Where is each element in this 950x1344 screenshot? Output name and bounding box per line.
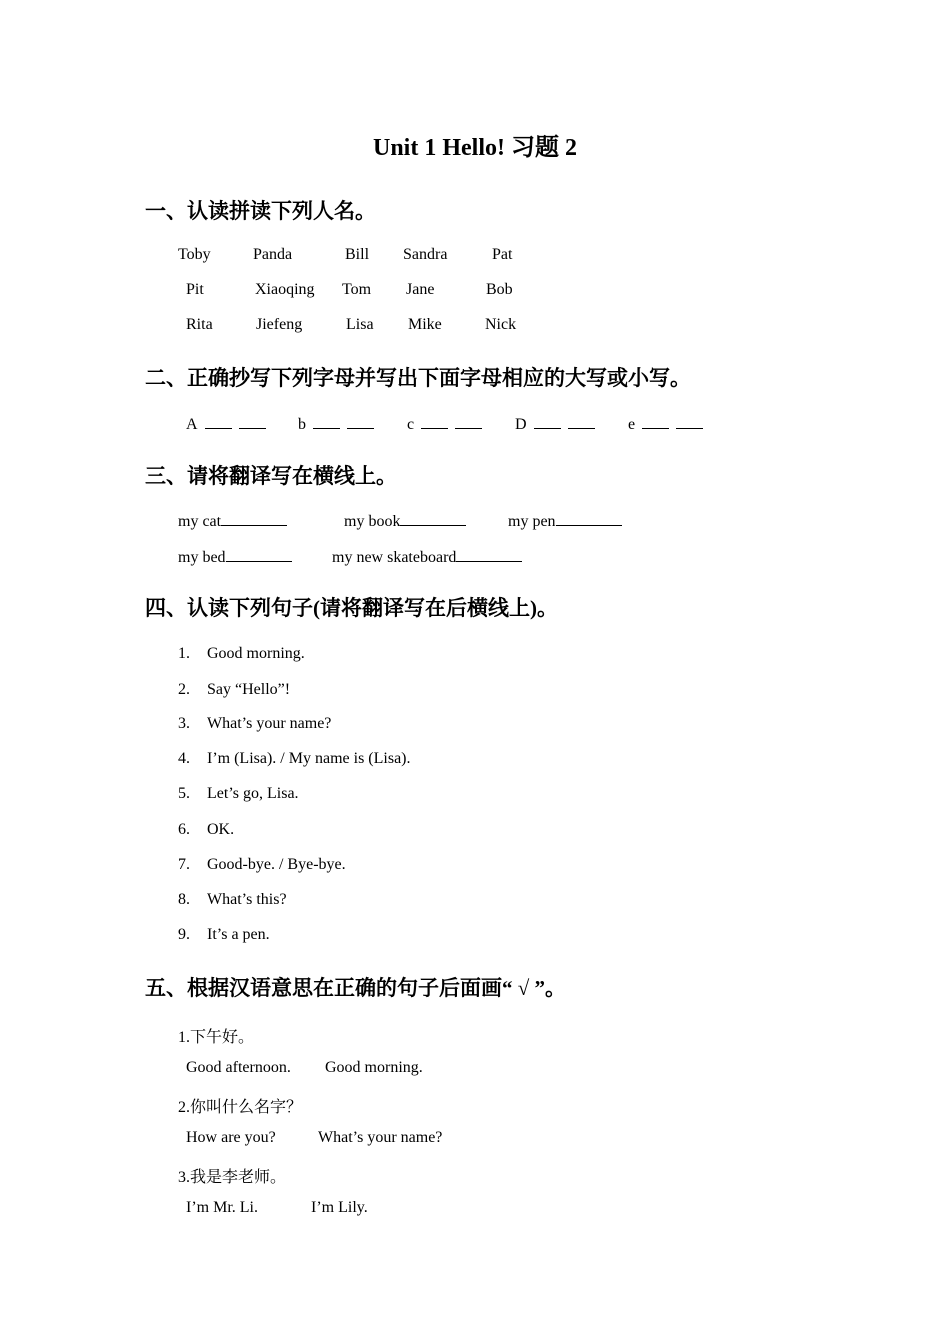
write-blank[interactable]	[239, 414, 266, 429]
write-blank[interactable]	[400, 511, 466, 526]
sentence-number: 8.	[178, 891, 190, 908]
write-blank[interactable]	[568, 414, 595, 429]
write-blank[interactable]	[556, 511, 622, 526]
phrase-exercise	[508, 511, 622, 531]
name-item: Panda	[253, 246, 293, 263]
sentence-text: Good-bye. / Bye-bye.	[207, 856, 346, 873]
section-1-heading: 一、认读拼读下列人名。	[145, 199, 376, 223]
name-item: Jane	[406, 281, 435, 298]
write-blank[interactable]	[347, 414, 374, 429]
letter-label: D	[515, 416, 527, 433]
sentence-text: Let’s go, Lisa.	[207, 785, 299, 802]
write-blank[interactable]	[421, 414, 448, 429]
name-item: Lisa	[346, 316, 374, 333]
name-item: Tom	[342, 281, 372, 298]
sentence-text: What’s this?	[207, 891, 287, 908]
sentence-number: 4.	[178, 750, 190, 767]
write-blank[interactable]	[221, 511, 287, 526]
letter-exercise	[628, 414, 703, 434]
section-5-heading: 五、根据汉语意思在正确的句子后面画“ √ ”。	[145, 976, 567, 1000]
write-blank[interactable]	[534, 414, 561, 429]
phrase-exercise	[332, 547, 522, 567]
choice-prompt: 2.你叫什么名字？	[178, 1099, 303, 1116]
phrase-exercise	[344, 511, 466, 531]
sentence-text: I’m (Lisa). / My name is (Lisa).	[207, 750, 411, 767]
choice-option[interactable]: How are you?	[186, 1129, 276, 1146]
letter-exercise	[407, 414, 482, 434]
sentence-number: 6.	[178, 821, 190, 838]
letter-exercise	[298, 414, 374, 434]
letter-label: A	[186, 416, 198, 433]
name-item: Pat	[492, 246, 513, 263]
phrase-label: my bed	[178, 549, 226, 566]
phrase-label: my book	[344, 513, 401, 530]
letter-label: e	[628, 416, 636, 433]
name-item: Toby	[178, 246, 211, 263]
sentence-number: 5.	[178, 785, 190, 802]
name-item: Bill	[345, 246, 370, 263]
phrase-label: my cat	[178, 513, 222, 530]
letter-exercise	[515, 414, 595, 434]
choice-prompt: 1.下午好。	[178, 1029, 255, 1046]
write-blank[interactable]	[226, 547, 292, 562]
sentence-text: It’s a pen.	[207, 926, 270, 943]
sentence-number: 2.	[178, 681, 190, 698]
choice-option[interactable]: What’s your name?	[318, 1129, 443, 1146]
write-blank[interactable]	[205, 414, 232, 429]
name-item: Jiefeng	[256, 316, 303, 333]
name-item: Bob	[486, 281, 513, 298]
choice-option[interactable]: Good afternoon.	[186, 1059, 291, 1076]
section-2-heading: 二、正确抄写下列字母并写出下面字母相应的大写或小写。	[145, 366, 691, 390]
sentence-text: OK.	[207, 821, 235, 838]
choice-option[interactable]: I’m Lily.	[311, 1199, 368, 1216]
section-4-heading: 四、认读下列句子(请将翻译写在后横线上)。	[145, 596, 558, 620]
name-item: Xiaoqing	[255, 281, 315, 298]
name-item: Nick	[485, 316, 517, 333]
phrase-label: my pen	[508, 513, 556, 530]
phrase-exercise	[178, 511, 287, 531]
section-3-heading: 三、请将翻译写在横线上。	[145, 464, 397, 488]
write-blank[interactable]	[455, 414, 482, 429]
sentence-number: 3.	[178, 715, 190, 732]
name-item: Mike	[408, 316, 442, 333]
sentence-number: 9.	[178, 926, 190, 943]
write-blank[interactable]	[313, 414, 340, 429]
choice-option[interactable]: I’m Mr. Li.	[186, 1199, 258, 1216]
name-item: Rita	[186, 316, 213, 333]
sentence-text: Good morning.	[207, 645, 305, 662]
sentence-text: What’s your name?	[207, 715, 332, 732]
choice-prompt: 3.我是李老师。	[178, 1169, 287, 1186]
write-blank[interactable]	[456, 547, 522, 562]
phrase-label: my new skateboard	[332, 549, 457, 566]
letter-exercise	[186, 414, 266, 434]
letter-label: c	[407, 416, 415, 433]
name-item: Pit	[186, 281, 204, 298]
letter-label: b	[298, 416, 306, 433]
choice-option[interactable]: Good morning.	[325, 1059, 423, 1076]
sentence-number: 1.	[178, 645, 190, 662]
sentence-number: 7.	[178, 856, 190, 873]
sentence-text: Say “Hello”!	[207, 681, 291, 698]
phrase-exercise	[178, 547, 292, 567]
write-blank[interactable]	[676, 414, 703, 429]
page-title: Unit 1 Hello! 习题 2	[373, 135, 577, 161]
name-item: Sandra	[403, 246, 448, 263]
write-blank[interactable]	[642, 414, 669, 429]
